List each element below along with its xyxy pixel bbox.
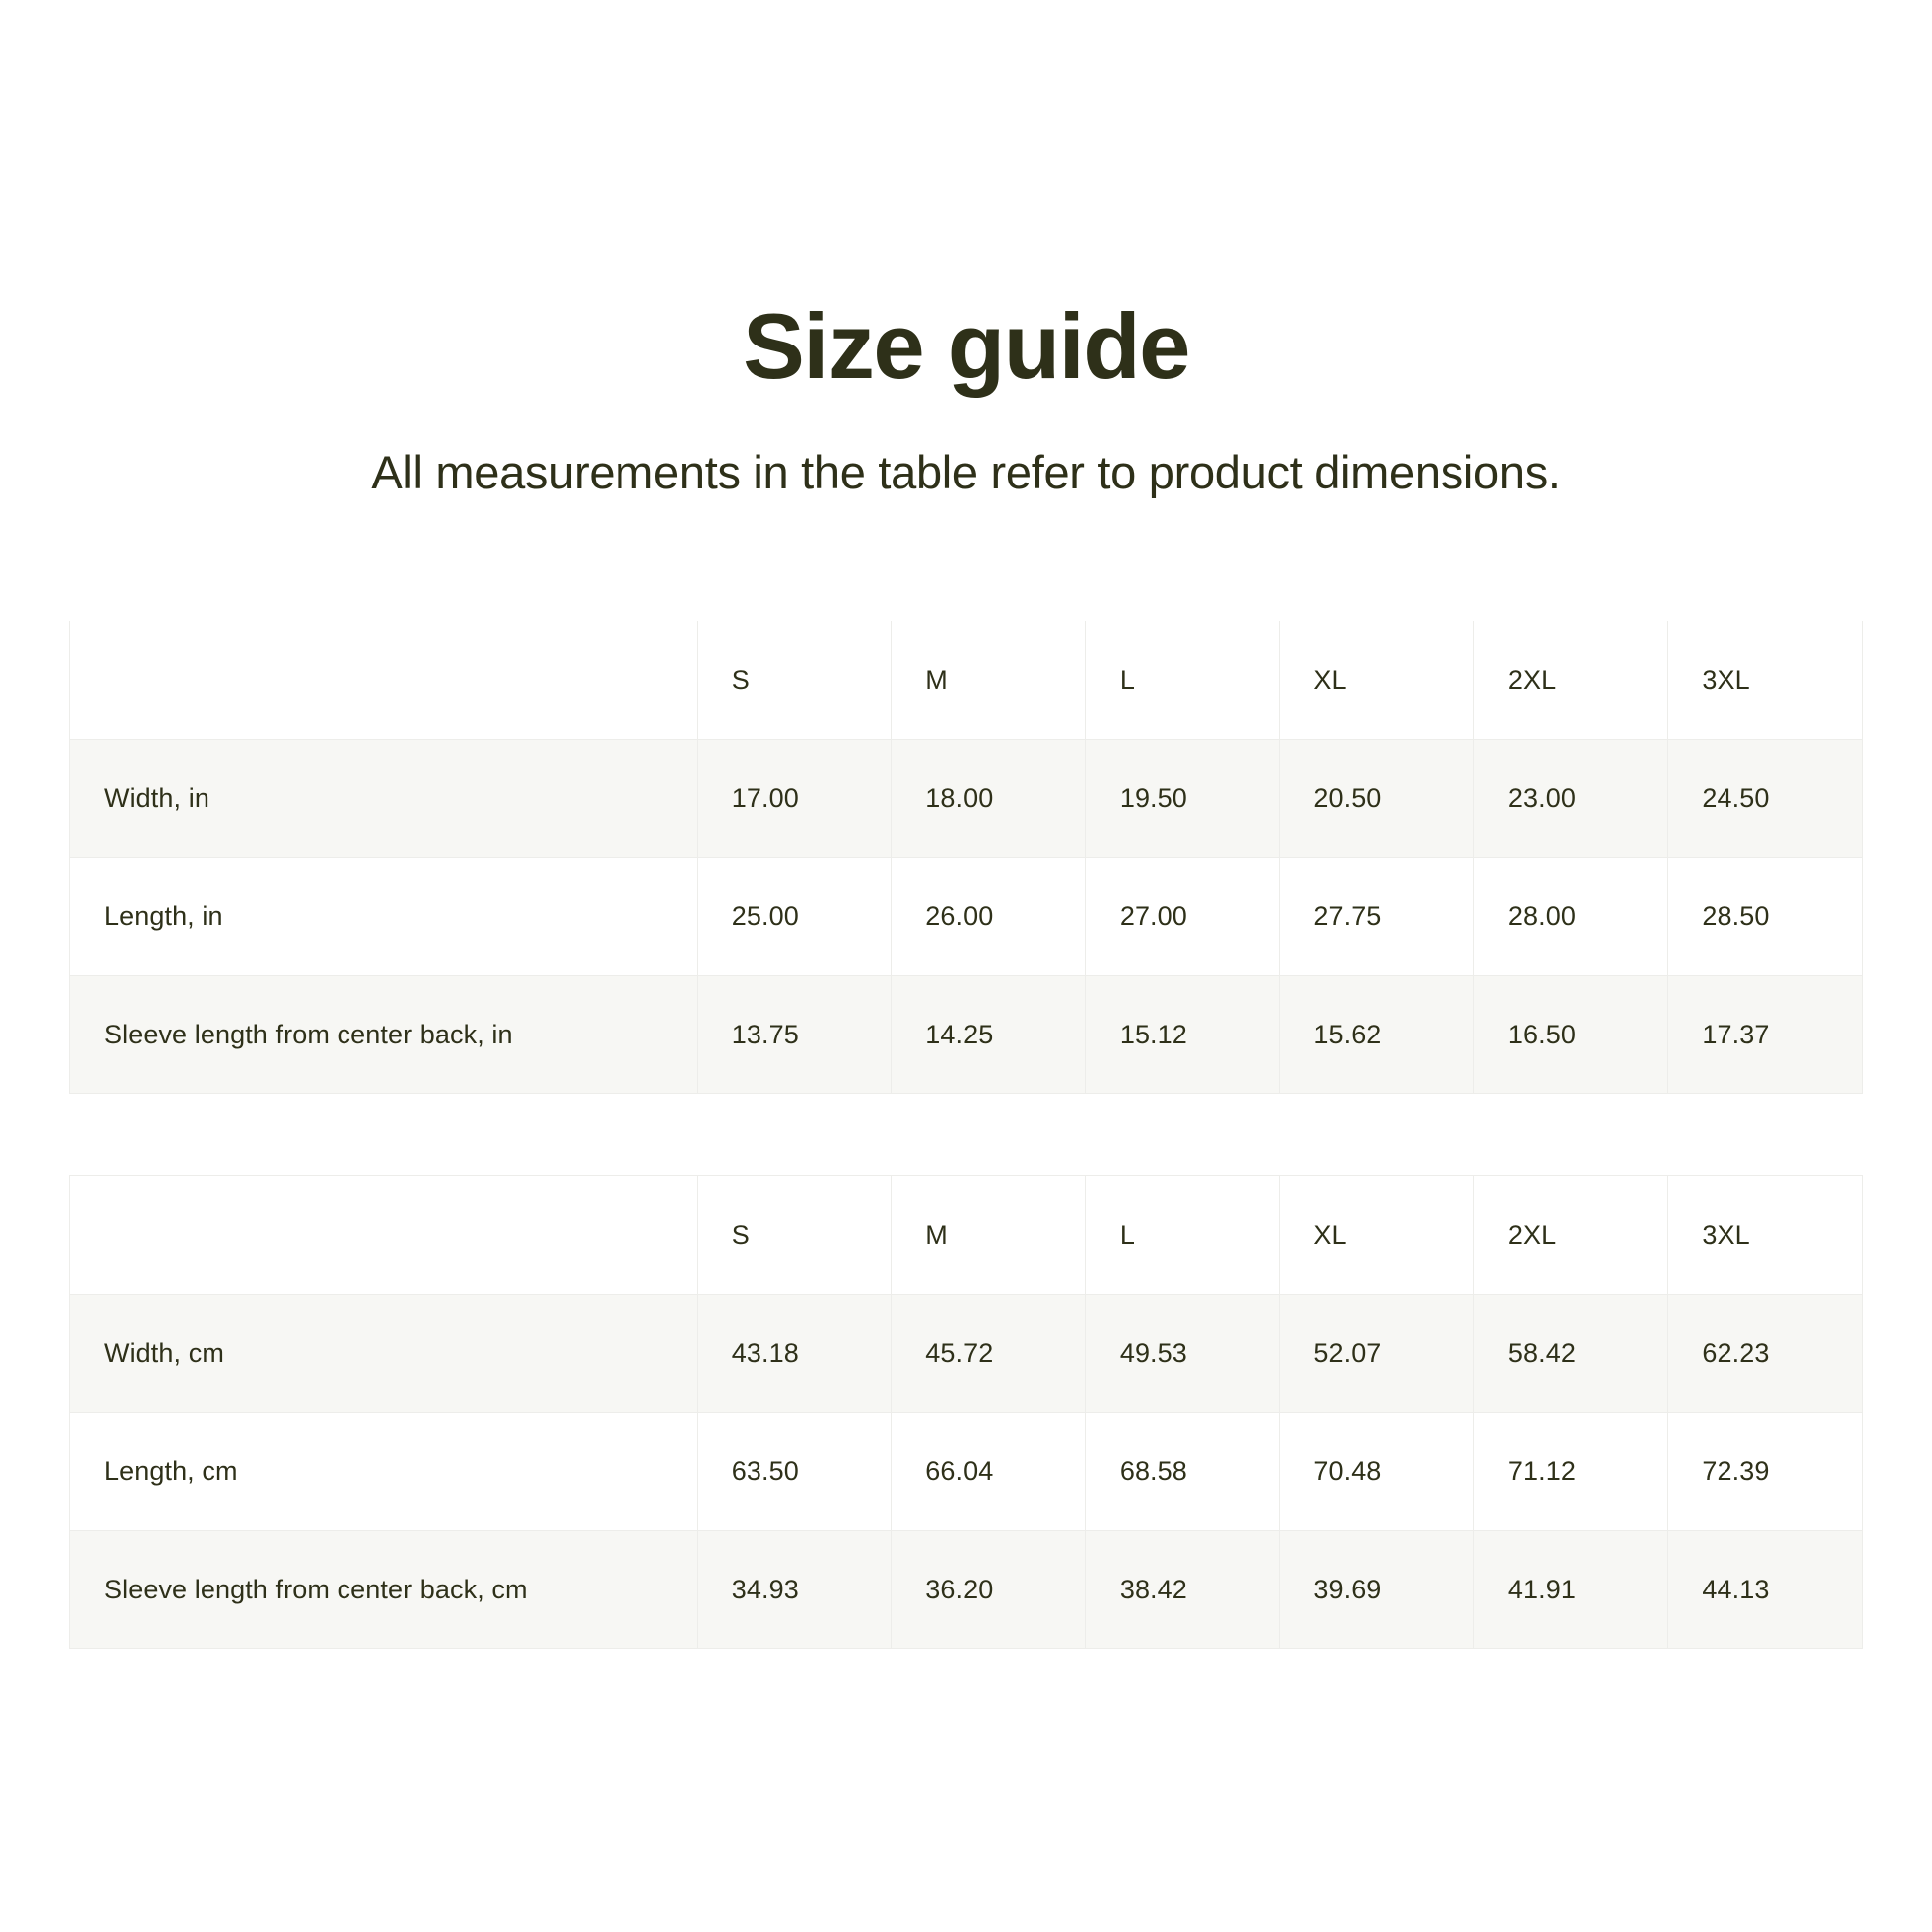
table-body [70,1295,1863,1649]
size-table-centimeters [69,1175,1863,1649]
cell-width-cm-xl: 52.07 [1280,1295,1474,1413]
cell-sleeve-cm-2xl: 41.91 [1473,1531,1668,1649]
table-corner-cell [70,621,698,740]
row-label-width-cm: Width, cm [70,1295,698,1413]
table-row [70,1295,1863,1413]
table-head [70,621,1863,740]
column-header-s: S [697,621,892,740]
cell-width-cm-3xl: 62.23 [1668,1295,1863,1413]
column-header-3xl: 3XL [1668,621,1863,740]
table-row [70,740,1863,858]
cell-width-cm-2xl: 58.42 [1473,1295,1668,1413]
column-header-3xl: 3XL [1668,1176,1863,1295]
cell-sleeve-in-3xl: 17.37 [1668,976,1863,1094]
cell-width-in-l: 19.50 [1085,740,1280,858]
cell-sleeve-cm-3xl: 44.13 [1668,1531,1863,1649]
cell-length-in-s: 25.00 [697,858,892,976]
column-header-s: S [697,1176,892,1295]
size-table-inches [69,621,1863,1094]
cell-length-cm-3xl: 72.39 [1668,1413,1863,1531]
cell-width-in-xl: 20.50 [1280,740,1474,858]
cell-width-cm-m: 45.72 [892,1295,1086,1413]
cell-length-cm-xl: 70.48 [1280,1413,1474,1531]
cell-length-cm-l: 68.58 [1085,1413,1280,1531]
table-head [70,1176,1863,1295]
cell-length-in-m: 26.00 [892,858,1086,976]
table-header-row [70,621,1863,740]
column-header-2xl: 2XL [1473,1176,1668,1295]
cell-length-cm-m: 66.04 [892,1413,1086,1531]
cell-sleeve-cm-m: 36.20 [892,1531,1086,1649]
column-header-xl: XL [1280,1176,1474,1295]
cell-sleeve-in-s: 13.75 [697,976,892,1094]
row-label-width-in: Width, in [70,740,698,858]
column-header-xl: XL [1280,621,1474,740]
cell-width-in-2xl: 23.00 [1473,740,1668,858]
cell-width-cm-l: 49.53 [1085,1295,1280,1413]
cell-width-in-3xl: 24.50 [1668,740,1863,858]
cell-length-cm-s: 63.50 [697,1413,892,1531]
size-tables [69,621,1863,1649]
cell-sleeve-in-2xl: 16.50 [1473,976,1668,1094]
row-label-sleeve-cm: Sleeve length from center back, cm [70,1531,698,1649]
cell-length-in-xl: 27.75 [1280,858,1474,976]
table-row [70,858,1863,976]
table-row [70,976,1863,1094]
column-header-m: M [892,1176,1086,1295]
cell-sleeve-cm-s: 34.93 [697,1531,892,1649]
table-body [70,740,1863,1094]
table-row [70,1413,1863,1531]
cell-sleeve-in-xl: 15.62 [1280,976,1474,1094]
column-header-m: M [892,621,1086,740]
cell-sleeve-cm-l: 38.42 [1085,1531,1280,1649]
table-row [70,1531,1863,1649]
page-subtitle: All measurements in the table refer to product dimensions. [371,445,1561,498]
page-header [69,0,1863,501]
cell-width-in-m: 18.00 [892,740,1086,858]
cell-sleeve-cm-xl: 39.69 [1280,1531,1474,1649]
cell-width-cm-s: 43.18 [697,1295,892,1413]
cell-width-in-s: 17.00 [697,740,892,858]
cell-length-in-2xl: 28.00 [1473,858,1668,976]
cell-sleeve-in-m: 14.25 [892,976,1086,1094]
column-header-2xl: 2XL [1473,621,1668,740]
row-label-sleeve-in: Sleeve length from center back, in [70,976,698,1094]
column-header-l: L [1085,621,1280,740]
cell-length-cm-2xl: 71.12 [1473,1413,1668,1531]
table-header-row [70,1176,1863,1295]
page-title: Size guide [743,294,1189,398]
row-label-length-in: Length, in [70,858,698,976]
cell-length-in-3xl: 28.50 [1668,858,1863,976]
cell-length-in-l: 27.00 [1085,858,1280,976]
column-header-l: L [1085,1176,1280,1295]
cell-sleeve-in-l: 15.12 [1085,976,1280,1094]
table-corner-cell [70,1176,698,1295]
row-label-length-cm: Length, cm [70,1413,698,1531]
